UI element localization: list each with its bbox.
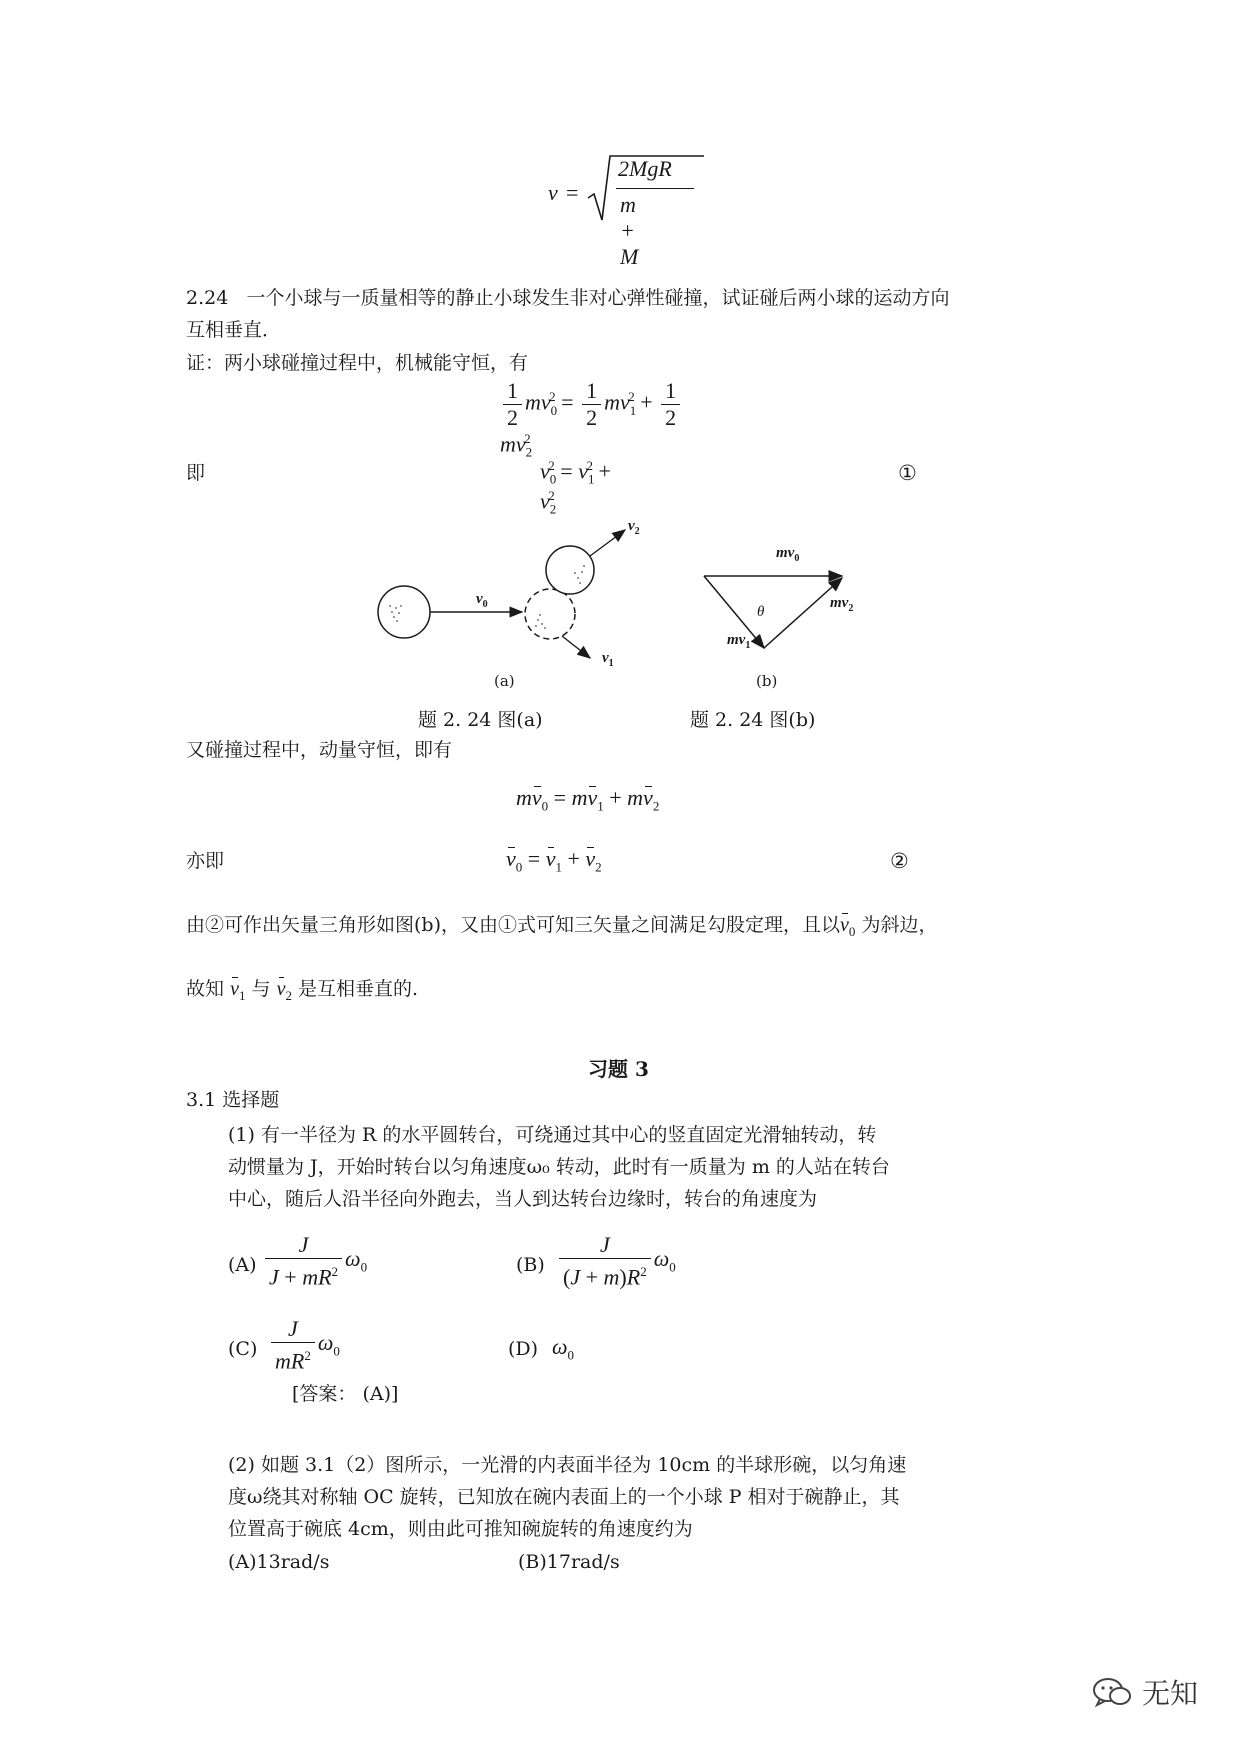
watermark-text: 无知	[1142, 1677, 1199, 1710]
figure-a-label: (a)	[494, 672, 515, 690]
figure-b	[696, 560, 866, 670]
top-formula-denominator: m + M	[620, 192, 639, 269]
section-title: 习题 3	[588, 1057, 649, 1081]
q1-line3: 中心，随后人沿半径向外跑去，当人到达转台边缘时，转台的角速度为	[228, 1188, 818, 1210]
label-mv1: $mv_1$	[727, 632, 751, 651]
equation-1-mark: ①	[898, 461, 917, 485]
q2-line3: 位置高于碗底 4cm，则由此可推知碗旋转的角速度约为	[228, 1518, 693, 1540]
equation-2: $v_0 = v_1 + v_2$	[506, 846, 602, 875]
q2-line2: 度ω绕其对称轴 OC 旋转，已知放在碗内表面上的一个小球 P 相对于碗静止，其	[228, 1486, 900, 1508]
momentum-intro: 又碰撞过程中，动量守恒，即有	[186, 739, 453, 761]
q2-option-a: (A)13rad/s	[228, 1551, 330, 1573]
q1-line2: 动惯量为 J，开始时转台以匀角速度ω₀ 转动，此时有一质量为 m 的人站在转台	[228, 1156, 890, 1178]
problem-statement-line2: 互相垂直．	[186, 319, 282, 341]
option-b-label: (B)	[516, 1254, 545, 1276]
section-subtitle: 3.1 选择题	[186, 1089, 280, 1111]
ball-collision-dashed	[525, 589, 575, 639]
q1-line1: (1) 有一半径为 R 的水平圆转台，可绕通过其中心的竖直固定光滑轴转动，转	[228, 1124, 877, 1146]
ji-label: 即	[186, 462, 206, 484]
proof-intro: 证：两小球碰撞过程中，机械能守恒，有	[186, 352, 529, 374]
option-d-label: (D)	[508, 1338, 539, 1360]
ball-outgoing	[546, 546, 594, 594]
figure-b-caption: 题 2. 24 图(b)	[690, 709, 816, 731]
equation-1: $v_0^2 = v_1^2 + v_2^2$	[540, 458, 611, 517]
watermark	[1090, 1672, 1198, 1712]
conclusion-line: 由②可作出矢量三角形如图(b)，又由①式可知三矢量之间满足勾股定理，且以$v_0$ 为斜边，	[186, 914, 938, 939]
chat-bubble-icon	[1090, 1674, 1134, 1710]
final-line: 故知 $v_1$ 与 $v_2$ 是互相垂直的.	[186, 978, 419, 1003]
arrow-v1	[562, 636, 590, 658]
label-mv2: $mv_2$	[830, 595, 854, 614]
equation-2-mark: ②	[890, 849, 909, 873]
option-d-formula: $\omega_0$	[552, 1334, 575, 1363]
option-a-formula: $\frac{J}{J + mR^2}$ $\omega_0$	[262, 1232, 367, 1290]
option-a-label: (A)	[228, 1254, 257, 1276]
arrow-v2	[590, 530, 625, 556]
momentum-equation: $mv_0 = mv_1 + mv_2$	[516, 785, 660, 814]
energy-equation: $\frac{1}{2}$ $mv_0^2$ = $\frac{1}{2}$ $mv_1^2$ + $\frac{1}{2}$ $mv_2^2$	[500, 378, 714, 461]
q2-option-b: (B)17rad/s	[518, 1551, 620, 1573]
q2-line1: (2) 如题 3.1（2）图所示，一光滑的内表面半径为 10cm 的半球形碗，以匀角速	[228, 1454, 907, 1476]
figure-a-caption: 题 2. 24 图(a)	[418, 709, 543, 731]
label-v0: $v_0$	[476, 591, 488, 610]
option-c-label: (C)	[228, 1338, 258, 1360]
answer: [答案： (A)]	[292, 1383, 399, 1405]
yiji-label: 亦即	[186, 850, 225, 872]
figure-b-label: (b)	[756, 672, 778, 690]
problem-number: 2.24	[186, 287, 229, 309]
top-formula-lhs: v	[548, 180, 558, 205]
top-formula-fraction-bar	[616, 188, 694, 189]
option-c-formula: $\frac{J}{mR^2}$ $\omega_0$	[268, 1316, 340, 1374]
top-formula-numerator: 2MgR	[618, 156, 672, 181]
problem-statement-line1: 2.24 一个小球与一质量相等的静止小球发生非对心弹性碰撞，试证碰后两小球的运动方向	[186, 287, 950, 309]
label-mv0: $mv_0$	[776, 545, 800, 564]
option-b-formula: $\frac{J}{(J + m)R^2}$ $\omega_0$	[556, 1232, 676, 1290]
label-v2: $v_2$	[628, 518, 640, 537]
label-theta: θ	[757, 604, 765, 620]
label-v1: $v_1$	[602, 650, 614, 669]
ball-incoming	[378, 586, 430, 638]
